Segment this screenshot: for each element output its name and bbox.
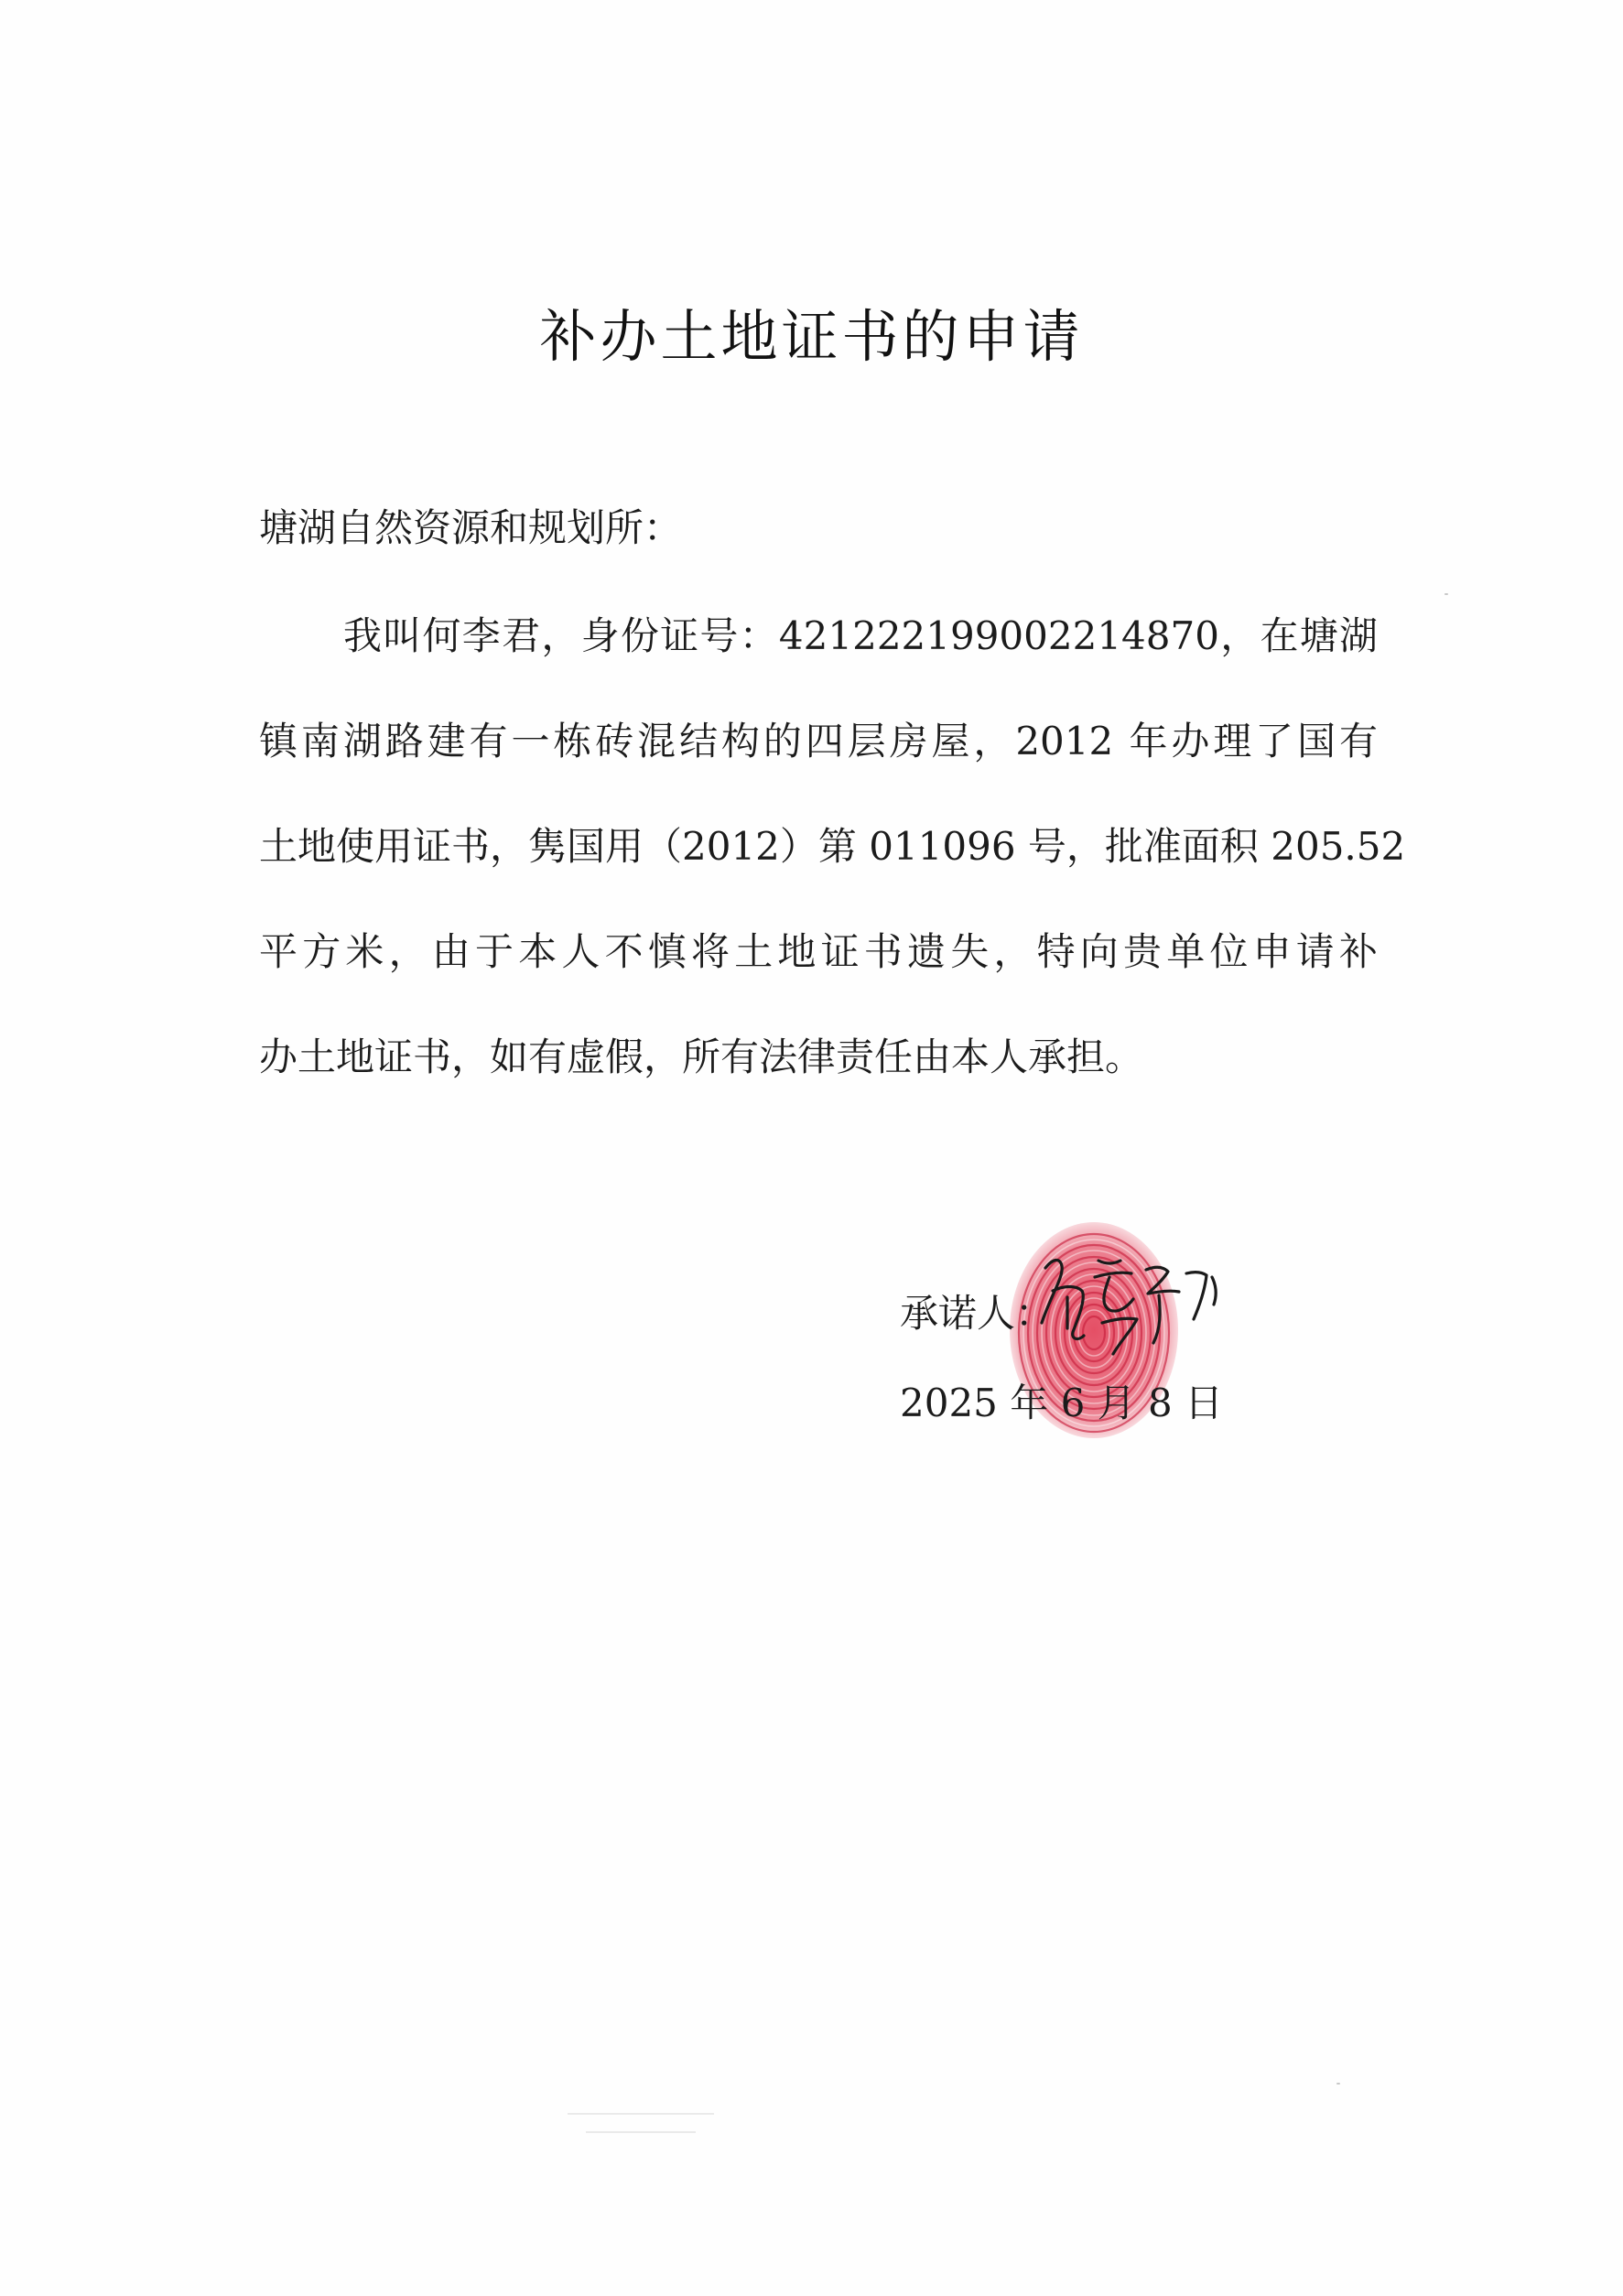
scan-speck bbox=[1336, 2083, 1340, 2085]
handwritten-signature bbox=[1025, 1240, 1236, 1369]
body-line-2: 镇南湖路建有一栋砖混结构的四层房屋，2012 年办理了国有 bbox=[259, 719, 1378, 764]
scan-streak bbox=[568, 2113, 714, 2115]
addressee: 塘湖自然资源和规划所： bbox=[259, 505, 683, 550]
body-line-3: 土地使用证书，隽国用（2012）第 011096 号，批准面积 205.52 bbox=[259, 824, 1406, 869]
signature-label: 承诺人： bbox=[900, 1291, 1055, 1336]
document-title: 补办土地证书的申请 bbox=[539, 303, 1084, 370]
scan-streak bbox=[586, 2131, 696, 2133]
body-line-5: 办土地证书，如有虚假，所有法律责任由本人承担。 bbox=[259, 1034, 1144, 1079]
body-line-1: 我叫何李君，身份证号：421222199002214870，在塘湖 bbox=[343, 613, 1378, 658]
date-line: 2025 年 6 月 8 日 bbox=[900, 1381, 1224, 1425]
body-line-4: 平方米，由于本人不慎将土地证书遗失，特向贵单位申请补 bbox=[259, 929, 1378, 974]
scan-speck bbox=[1444, 593, 1448, 595]
